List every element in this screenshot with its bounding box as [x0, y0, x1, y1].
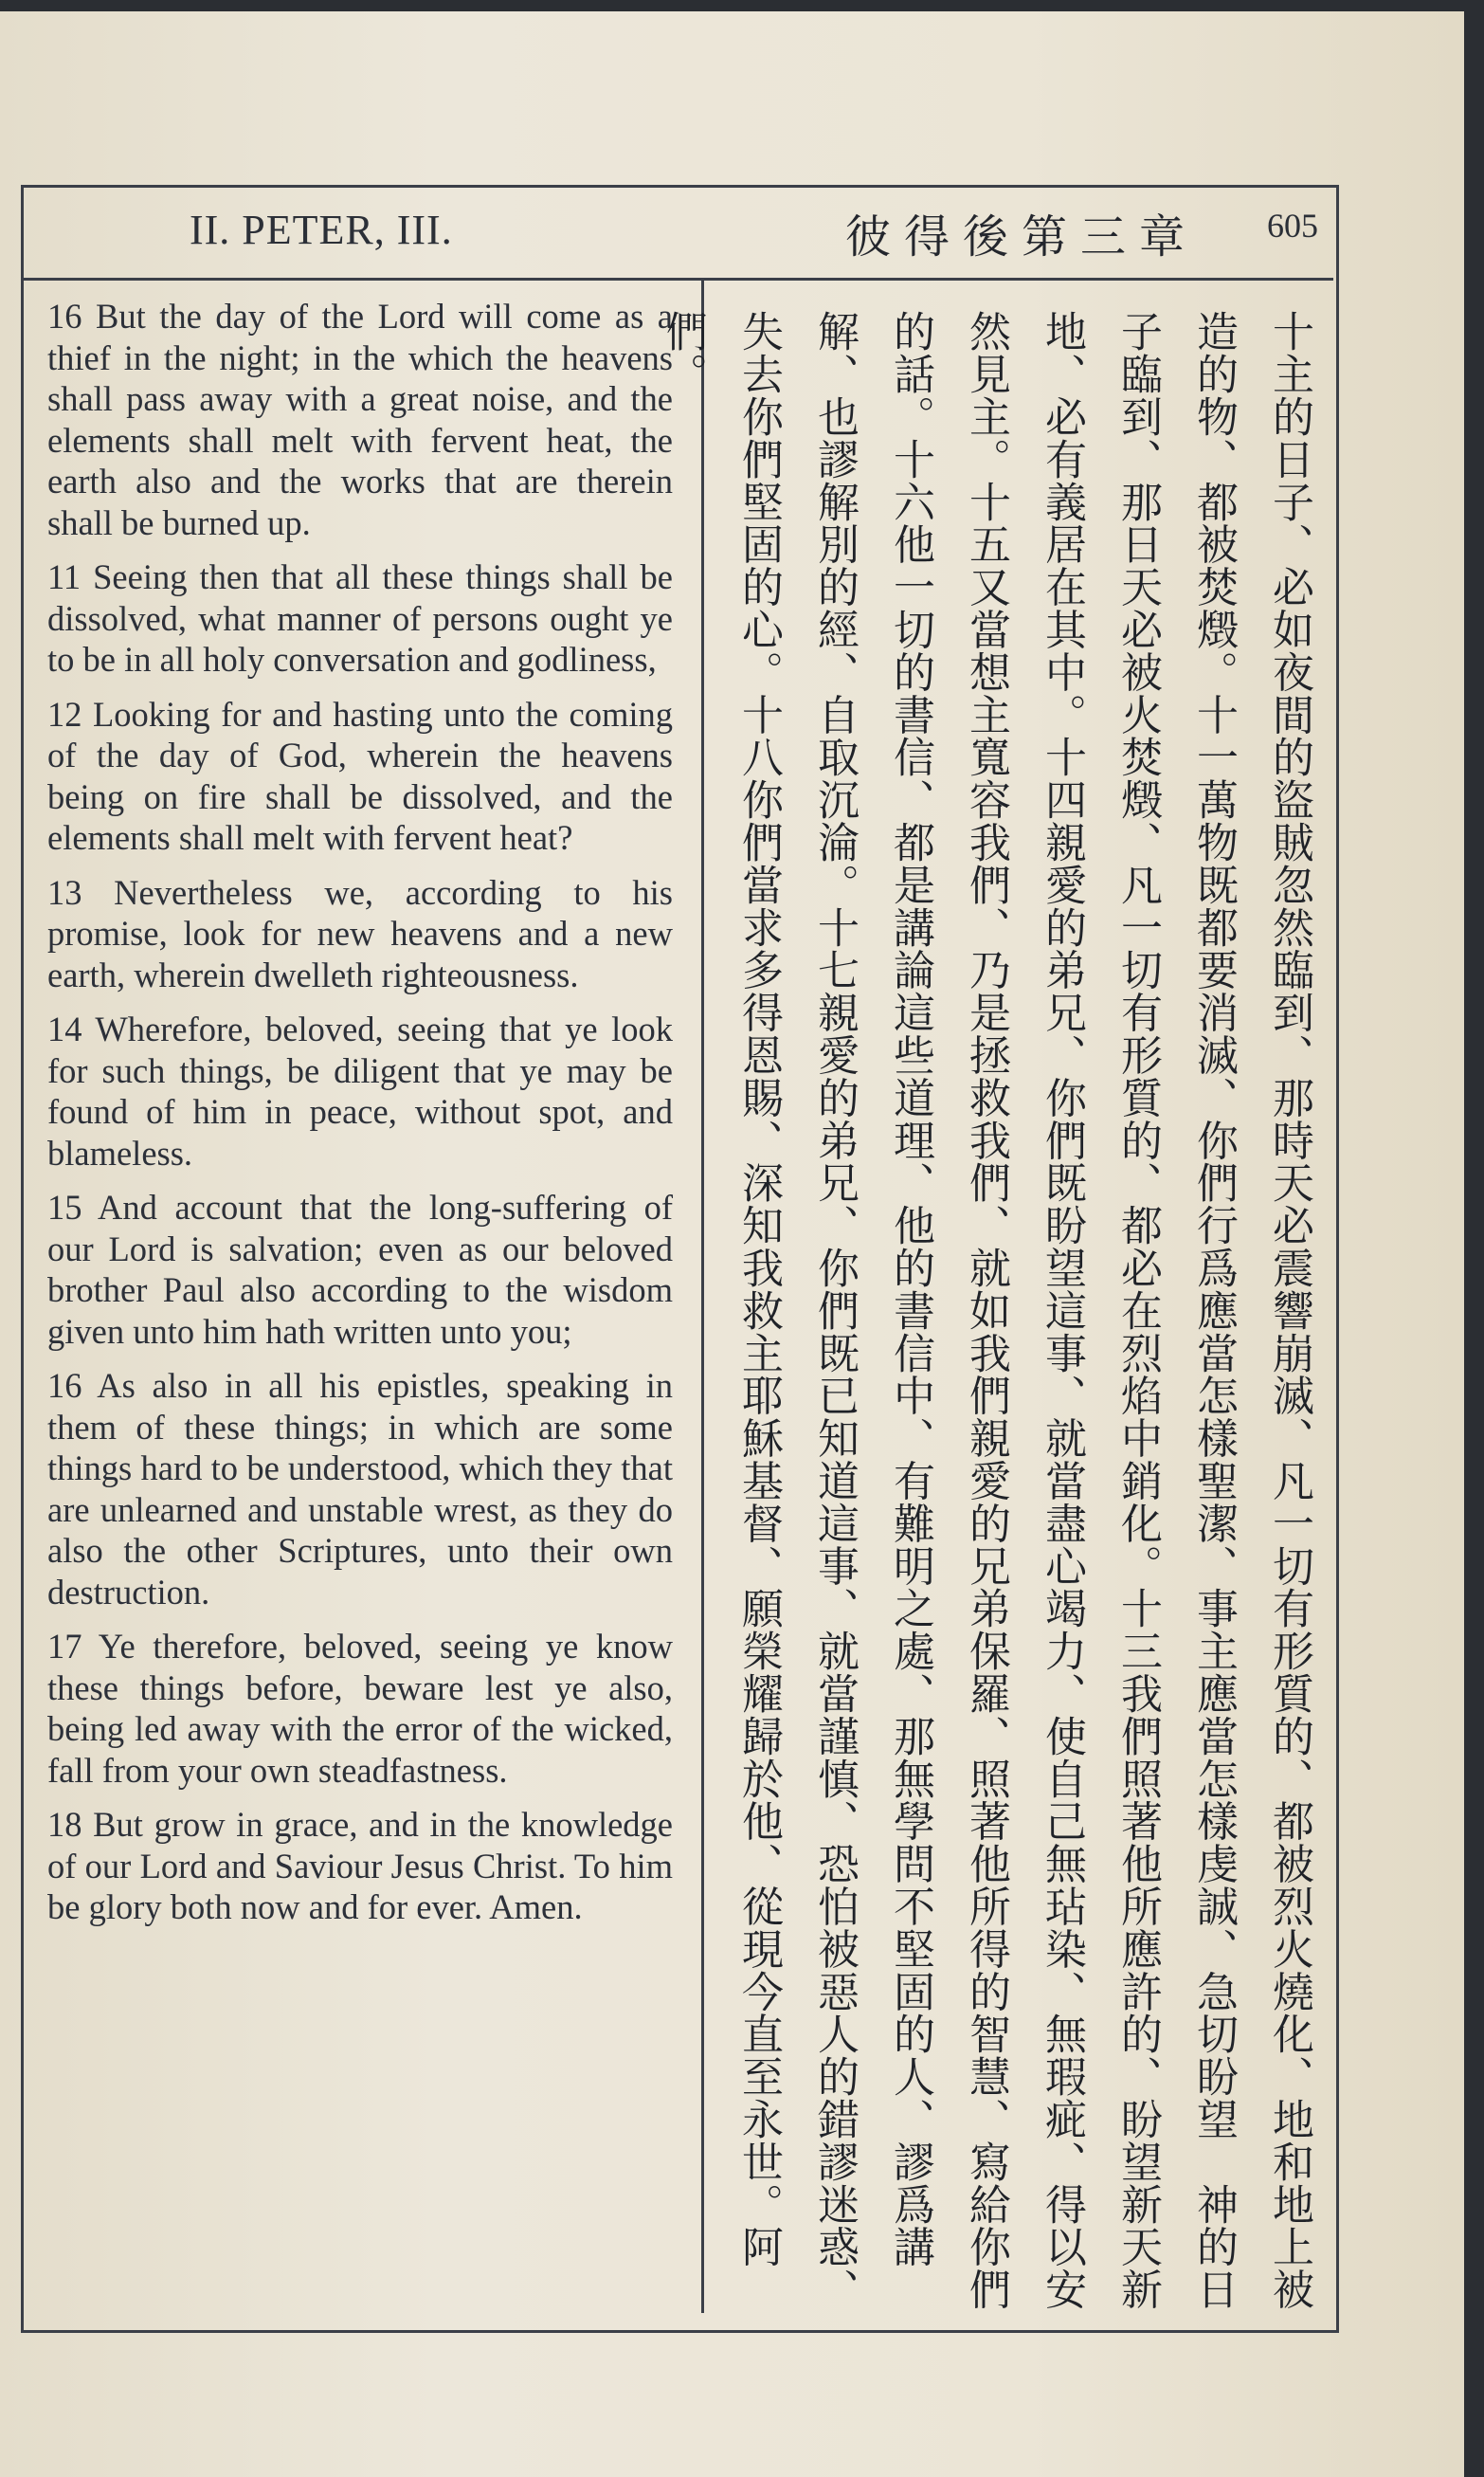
verse-15: 15 And account that the long-suffering of our Lord is salvation; even as our beloved brother Paul also according to the wisdom given unto him hath written unto you;: [47, 1188, 673, 1351]
verse-10: 16 But the day of the Lord will come as a thief in the night; in the which the heavens shall pass away with a great noise, and the elements shall melt with fervent heat, the earth also and the works that are therein shall be burned up.: [47, 297, 673, 542]
verse-18: 18 But grow in grace, and in the knowledge of our Lord and Saviour Jesus Christ. To him be glory both now and for ever. Amen.: [47, 1805, 673, 1926]
verse-12: 12 Looking for and hasting unto the coming of the day of God, wherein the heavens being on fire shall be dissolved, and the elements shall melt with fervent heat?: [47, 694, 673, 857]
page-number: 605: [1267, 207, 1318, 245]
verse-17: 17 Ye therefore, beloved, seeing ye know these things before, beware lest ye also, being led away with the error of the wicked, fall from your own steadfastness.: [47, 1627, 673, 1790]
english-column: [47, 296, 673, 1941]
book-page: [0, 11, 1464, 2477]
running-header: [21, 185, 1333, 281]
verse-11: 11 Seeing then that all these things shall be dissolved, what manner of persons ought ye to be in all holy conversation and godliness,: [47, 557, 673, 679]
column-divider: [701, 278, 704, 2313]
chinese-running-title: 彼得後第三章: [845, 210, 1199, 264]
english-running-title: II. PETER, III.: [190, 207, 453, 253]
verse-16: 16 As also in all his epistles, speaking in them of these things; in which are some things hard to be understood, which they that are unlearned and unstable wrest, as they do also the other Scriptures, unto their own destruction.: [47, 1366, 673, 1612]
chinese-column: 十主的日子、必如夜間的盜賊忽然臨到、那時天必震響崩滅、凡一切有形質的、都被烈火燒化、地和地上被造的物、都被焚燬。十一萬物既都要消滅、你們行爲應當怎樣聖潔、事主應當怎樣虔誠、急切盼望 神的日子臨到、那日天必被火焚燬、凡一切有形質的、都必在烈焰中銷化。十三我們照著他所應許的、盼望新天新地、必有義居在其中。十四親愛的弟兄、你們既盼望這事、就當盡心竭力、使自己無玷染、無瑕疵、得以安然見主。十五又當想主寬容我們、乃是拯救我們、就如我們親愛的兄弟保羅、照著他所得的智慧、寫給你們的話。十六他一切的書信、都是講論這些道理、他的書信中、有難明之處、那無學問不堅固的人、謬爲講解、也謬解別的經、自取沉淪。十七親愛的弟兄、你們既已知道這事、就當謹慎、恐怕被惡人的錯謬迷惑、失去你們堅固的心。十八你們當求多得恩賜、深知我救主耶穌基督、願榮耀歸於他、從現今直至永世。阿們。: [659, 310, 1313, 2311]
verse-13: 13 Nevertheless we, according to his promise, look for new heavens and a new earth, wherein dwelleth righteousness.: [47, 872, 673, 994]
verse-14: 14 Wherefore, beloved, seeing that ye look for such things, be diligent that ye may be found of him in peace, without spot, and blameless.: [47, 1010, 673, 1173]
